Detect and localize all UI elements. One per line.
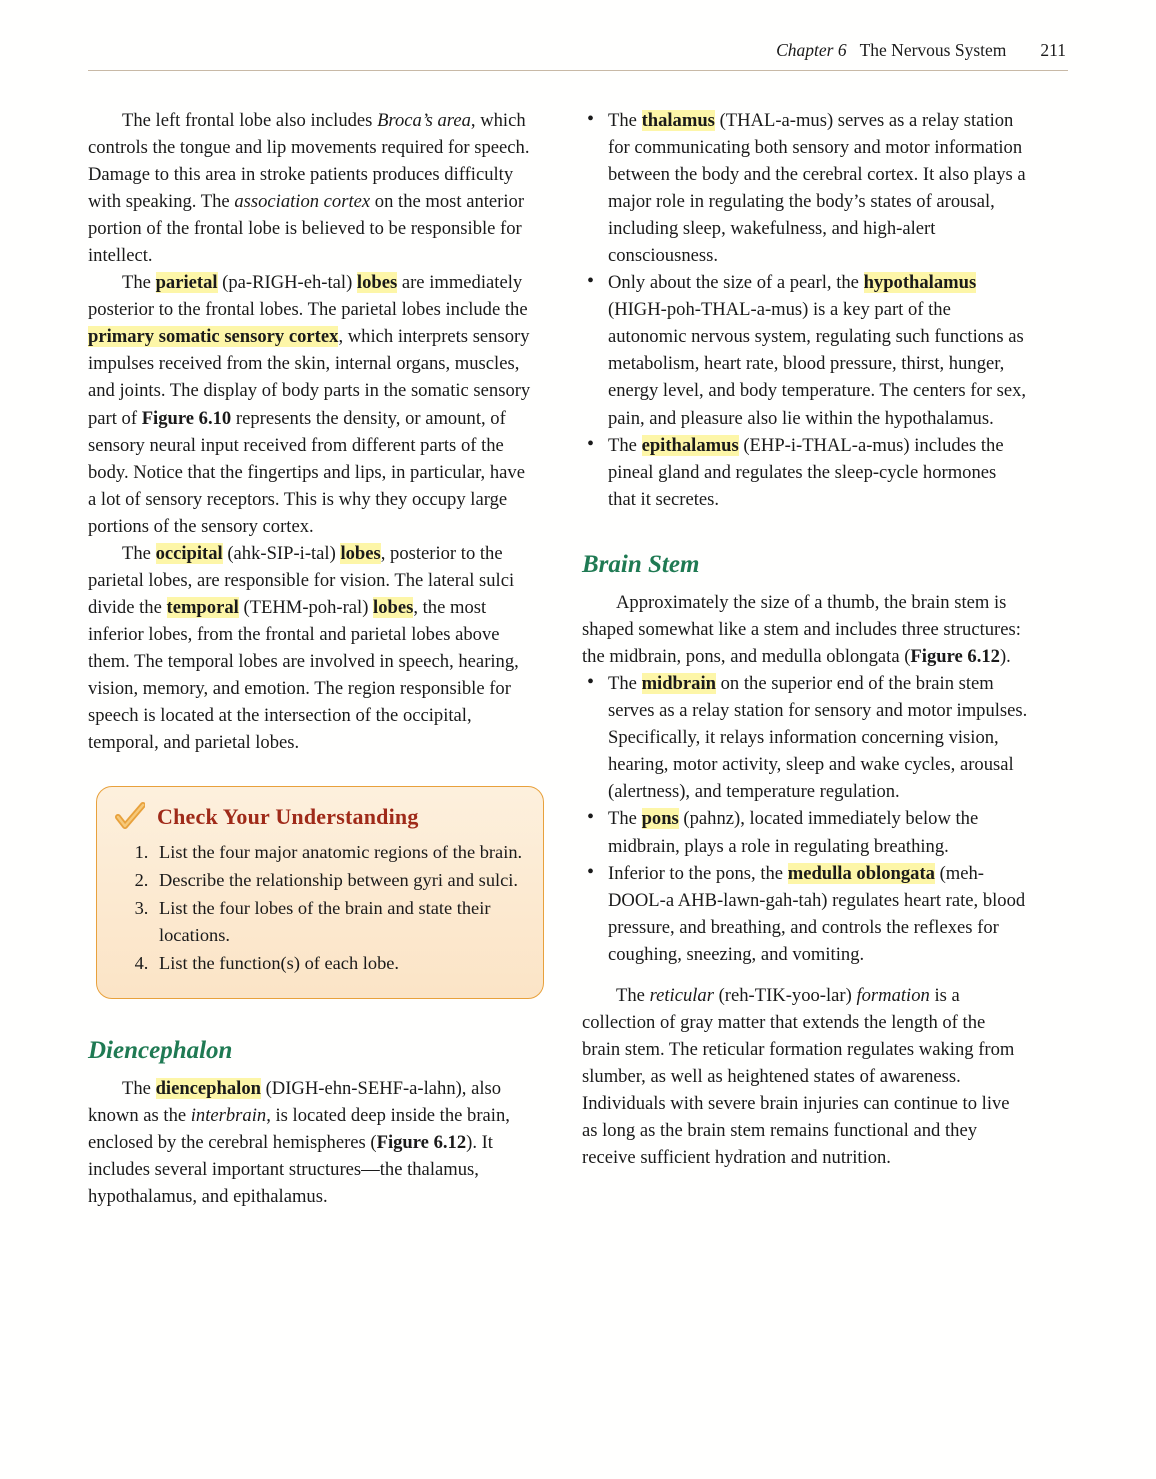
- highlighted-term: medulla oblongata: [787, 862, 935, 884]
- text-run: are immediately posterior to the frontal lobes. The parietal lobes include the: [88, 272, 528, 321]
- text-run: , posterior to the parietal lobes, are responsible for vision. The lateral sulci divide the: [88, 542, 515, 618]
- check-your-understanding-item: 1. List the four major anatomic regions of the brain.: [153, 839, 525, 865]
- text-run: The left frontal lobe also includes: [122, 110, 378, 131]
- text-run: The: [608, 673, 642, 695]
- header-chapter-title: The Nervous System: [859, 40, 1007, 60]
- italic-term: formation: [856, 984, 930, 1006]
- text-run: , which controls the tongue and lip movements required for speech. Damage to this area in stroke patients produces difficulty with speaking. The: [88, 110, 530, 213]
- italic-term: reticular: [649, 984, 714, 1006]
- paragraph-diencephalon: [88, 1075, 534, 1210]
- brain-stem-bullet-list: [582, 670, 1028, 968]
- bullet-item: [582, 107, 1028, 269]
- highlighted-term: occipital: [155, 542, 223, 564]
- paragraph-occipital-temporal: [88, 540, 534, 756]
- text-run: Inferior to the pons, the: [608, 862, 788, 884]
- text-run: on the most anterior portion of the frontal lobe is believed to be responsible for intellect.: [88, 191, 525, 267]
- check-your-understanding-title: Check Your Understanding: [157, 804, 419, 830]
- highlighted-term: diencephalon: [155, 1078, 261, 1100]
- paragraph-reticular-formation: [582, 982, 1028, 1171]
- text-run: The: [608, 110, 642, 131]
- figure-reference: Figure 6.12: [376, 1132, 467, 1154]
- check-your-understanding-header: [115, 801, 525, 833]
- text-run: (pahnz), located immediately below the midbrain, plays a role in regulating breathing.: [608, 808, 979, 857]
- paragraph-broca: [88, 107, 534, 269]
- text-run: , which interprets sensory impulses received from the skin, internal organs, muscles, and joints. The display of body parts in the somatic sensory part of: [88, 326, 531, 429]
- highlighted-term: hypothalamus: [863, 272, 977, 294]
- checkmark-icon: [115, 802, 145, 832]
- highlighted-term: parietal: [155, 272, 218, 294]
- check-your-understanding-item: 2. Describe the relationship between gyri and sulci.: [153, 867, 525, 893]
- left-column: [88, 107, 534, 1210]
- text-run: on the superior end of the brain stem serves as a relay station for sensory and motor impulses. Specifically, it relays information concerning vision, hearing, motor activity, sleep and wake cycles, arousal (alertness), and temperature regulation.: [608, 673, 1028, 803]
- italic-term: association cortex: [234, 191, 371, 213]
- text-run: (EHP-i-THAL-a-mus) includes the pineal gland and regulates the sleep-cycle hormones that it secretes.: [608, 434, 1004, 510]
- italic-term: interbrain: [190, 1105, 267, 1127]
- bullet-item: [582, 805, 1028, 859]
- check-your-understanding-list: [115, 839, 525, 976]
- italic-term: Broca’s area: [377, 110, 471, 131]
- text-run: (TEHM-poh-ral): [238, 596, 374, 618]
- text-run: (ahk-SIP-i-tal): [222, 542, 341, 564]
- text-run: The: [122, 1078, 156, 1100]
- text-run: The: [608, 808, 642, 830]
- text-run: is a collection of gray matter that extends the length of the brain stem. The reticular formation regulates waking from slumber, as well as heightened states of awareness. Individuals with severe brain injuries can continue to live as long as the brain stem remains functional and they receive sufficient hydration and nutrition.: [582, 984, 1015, 1169]
- bullet-item: [582, 432, 1028, 513]
- page-number: 211: [1040, 40, 1066, 60]
- check-your-understanding-box: [96, 786, 544, 999]
- text-run: The: [122, 272, 156, 294]
- text-run: represents the density, or amount, of sensory neural input received from different parts of the body. Notice that the fingertips and lips, in particular, have a lot of sensory receptors. This is why they occupy large portions of the sensory cortex.: [88, 407, 525, 537]
- highlighted-term: midbrain: [641, 673, 716, 695]
- text-run: (meh-DOOL-a AHB-lawn-gah-tah) regulates heart rate, blood pressure, and breathing, and controls the reflexes for coughing, sneezing, and vomiting.: [608, 862, 1026, 965]
- diencephalon-bullet-list: [582, 107, 1028, 513]
- text-run: (reh-TIK-yoo-lar): [713, 984, 857, 1006]
- spacer: [582, 968, 1028, 982]
- highlighted-term: epithalamus: [641, 434, 739, 456]
- text-run: (DIGH-ehn-SEHF-a-lahn), also known as the: [88, 1078, 502, 1127]
- text-run: (THAL-a-mus) serves as a relay station for communicating both sensory and motor information between the body and the cerebral cortex. It also plays a major role in regulating the body’s states of arousal, including sleep, wakefulness, and high-alert consciousness.: [608, 110, 1026, 267]
- check-your-understanding-item: 3. List the four lobes of the brain and state their locations.: [153, 895, 525, 947]
- text-run: (HIGH-poh-THAL-a-mus) is a key part of the autonomic nervous system, regulating such functions as metabolism, heart rate, blood pressure, thirst, hunger, energy level, and body temperature. The centers for sex, pain, and pleasure also lie within the hypothalamus.: [608, 299, 1027, 429]
- highlighted-term: lobes: [373, 596, 414, 618]
- bullet-item: [582, 860, 1028, 968]
- two-column-body: [88, 107, 1068, 1210]
- text-run: ). It includes several important structures—the thalamus, hypothalamus, and epithalamus.: [88, 1132, 493, 1208]
- text-run: The: [608, 434, 642, 456]
- heading-brain-stem: Brain Stem: [582, 550, 700, 578]
- text-run: Only about the size of a pearl, the: [608, 272, 864, 294]
- text-run: (pa-RIGH-eh-tal): [217, 272, 357, 294]
- highlighted-term: pons: [641, 808, 679, 830]
- header-chapter-number: Chapter 6: [776, 40, 847, 60]
- figure-reference: Figure 6.12: [910, 646, 1000, 668]
- text-run: Approximately the size of a thumb, the brain stem is shaped somewhat like a stem and includes three structures: the midbrain, pons, and medulla oblongata (: [582, 592, 1021, 668]
- page-header: [88, 40, 1068, 71]
- highlighted-term: thalamus: [641, 110, 715, 131]
- highlighted-term: lobes: [340, 542, 381, 564]
- text-run: The: [616, 984, 650, 1006]
- bullet-item: [582, 670, 1028, 805]
- figure-reference: Figure 6.10: [141, 407, 232, 429]
- highlighted-term: lobes: [356, 272, 398, 294]
- highlighted-term: primary somatic sensory cortex: [88, 326, 339, 348]
- right-column: [582, 107, 1028, 1210]
- text-run: , the most inferior lobes, from the frontal and parietal lobes above them. The temporal lobes are involved in speech, hearing, vision, memory, and emotion. The region responsible for speech is located at the intersection of the occipital, temporal, and parietal lobes.: [88, 596, 519, 754]
- paragraph-brain-stem-intro: [582, 589, 1028, 670]
- text-run: , is located deep inside the brain, enclosed by the cerebral hemispheres (: [88, 1105, 510, 1154]
- bullet-item: [582, 269, 1028, 431]
- check-your-understanding-item: 4. List the function(s) of each lobe.: [153, 950, 525, 976]
- text-run: ).: [999, 646, 1011, 668]
- paragraph-parietal: [88, 269, 534, 539]
- heading-diencephalon: Diencephalon: [88, 1036, 233, 1064]
- text-run: The: [122, 542, 156, 564]
- highlighted-term: temporal: [166, 596, 239, 618]
